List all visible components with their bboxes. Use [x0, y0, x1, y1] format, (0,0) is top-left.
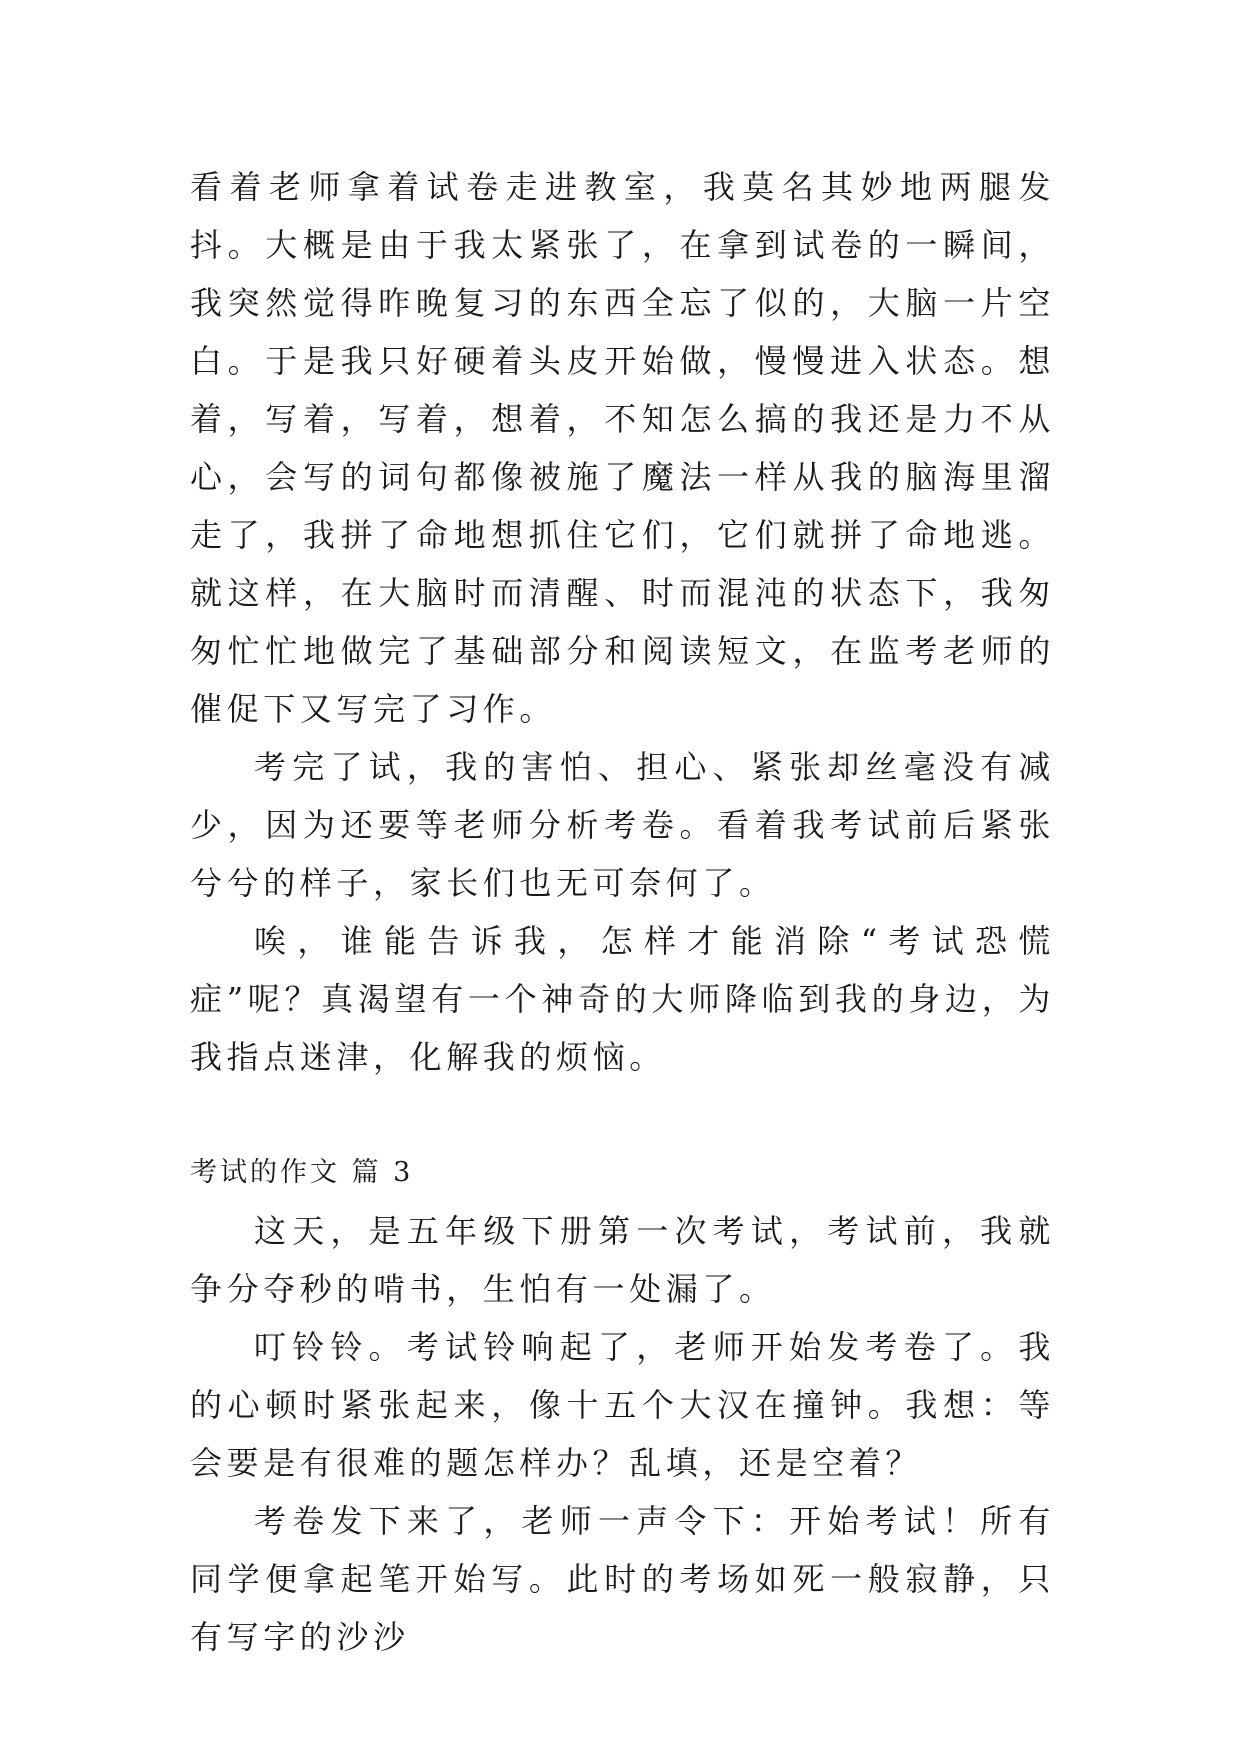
paragraph-exam-anxiety: 看着老师拿着试卷走进教室，我莫名其妙地两腿发抖。大概是由于我太紧张了，在拿到试卷的一瞬间，我突然觉得昨晚复习的东西全忘了似的，大脑一片空白。于是我只好硬着头皮开始做，慢慢进入状态。想着，写着，写着，想着，不知怎么搞的我还是力不从心，会写的词句都像被施了魔法一样从我的脑海里溜走了，我拼了命地想抓住它们，它们就拼了命地逃。就这样，在大脑时而清醒、时而混沌的状态下，我匆匆忙忙地做完了基础部分和阅读短文，在监考老师的催促下又写完了习作。 — [190, 168, 1055, 728]
paragraph-exam-day: 这天，是五年级下册第一次考试，考试前，我就争分夺秒的啃书，生怕有一处漏了。 — [190, 1212, 1055, 1308]
paragraph-exam-start: 考卷发下来了，老师一声令下：开始考试！所有同学便拿起笔开始写。此时的考场如死一般寂静，只有写字的沙沙 — [190, 1502, 1055, 1656]
paragraph-bell: 叮铃铃。考试铃响起了，老师开始发考卷了。我的心顿时紧张起来，像十五个大汉在撞钟。我想：等会要是有很难的题怎样办？乱填，还是空着？ — [190, 1328, 1055, 1482]
paragraph-after-exam: 考完了试，我的害怕、担心、紧张却丝毫没有减少，因为还要等老师分析考卷。看着我考试前后紧张兮兮的样子，家长们也无可奈何了。 — [190, 748, 1055, 902]
paragraph-wish: 唉，谁能告诉我，怎样才能消除“考试恐慌症”呢？真渴望有一个神奇的大师降临到我的身边，为我指点迷津，化解我的烦恼。 — [190, 922, 1055, 1076]
section-title: 考试的作文 篇 3 — [190, 1157, 414, 1188]
document-page — [190, 158, 1055, 1666]
